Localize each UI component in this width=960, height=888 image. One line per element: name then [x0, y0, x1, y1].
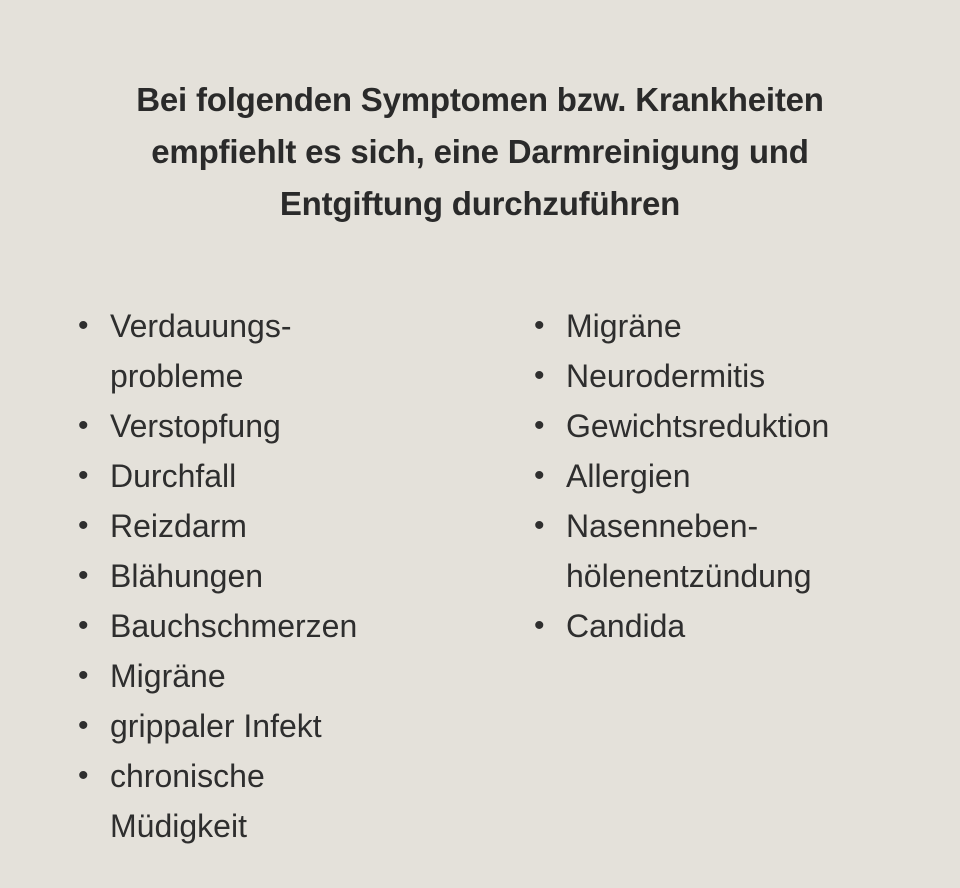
list-item-line: hölenentzündung — [566, 558, 812, 594]
list-item — [534, 401, 954, 451]
bullet-icon: • — [534, 509, 545, 542]
list-item — [78, 651, 498, 701]
list-item-line: chronische — [110, 758, 265, 794]
list-item — [78, 451, 498, 501]
list-item-line: Reizdarm — [110, 508, 247, 544]
list-item — [534, 501, 954, 601]
list-item — [78, 751, 498, 851]
list-item-line: Migräne — [110, 658, 226, 694]
list-item — [534, 601, 954, 651]
list-item-line: Neurodermitis — [566, 358, 766, 394]
title-line-1: Bei folgenden Symptomen bzw. Krankheiten — [136, 81, 824, 119]
symptom-list-right — [534, 301, 954, 651]
list-item-label — [110, 401, 281, 451]
list-item-label — [566, 601, 685, 651]
list-item-line: Verstopfung — [110, 408, 281, 444]
list-item-label — [110, 451, 236, 501]
list-item — [78, 551, 498, 601]
list-item — [78, 601, 498, 651]
bullet-icon: • — [534, 359, 545, 392]
list-item-line: Müdigkeit — [110, 808, 247, 844]
list-item-label — [110, 551, 263, 601]
list-item-label — [566, 301, 682, 351]
bullet-icon: • — [78, 759, 89, 792]
page-title — [0, 74, 960, 230]
bullet-icon: • — [78, 409, 89, 442]
symptom-list-left — [78, 301, 498, 851]
list-item-line: Nasenneben- — [566, 508, 759, 544]
list-item-label — [110, 701, 322, 751]
list-item-label — [566, 401, 829, 451]
bullet-icon: • — [78, 459, 89, 492]
title-line-2: empfiehlt es sich, eine Darmreinigung und — [151, 133, 809, 171]
list-item-line: probleme — [110, 358, 244, 394]
list-item — [534, 301, 954, 351]
list-item-line: Durchfall — [110, 458, 237, 494]
list-item — [534, 351, 954, 401]
bullet-icon: • — [78, 559, 89, 592]
bullet-icon: • — [534, 459, 545, 492]
list-item-line: Allergien — [566, 458, 691, 494]
bullet-icon: • — [78, 609, 89, 642]
list-item-label — [110, 301, 291, 401]
bullet-icon: • — [78, 509, 89, 542]
list-item-label — [110, 501, 247, 551]
bullet-icon: • — [78, 709, 89, 742]
list-item — [78, 401, 498, 451]
list-item-line: Verdauungs- — [110, 308, 292, 344]
list-item-line: grippaler Infekt — [110, 708, 322, 744]
title-line-3: Entgiftung durchzuführen — [279, 185, 681, 223]
list-item-label — [566, 501, 812, 601]
list-item-label — [566, 351, 765, 401]
bullet-icon: • — [534, 409, 545, 442]
list-item-line: Candida — [566, 608, 686, 644]
list-item — [78, 301, 498, 401]
list-item-line: Bauchschmerzen — [110, 608, 358, 644]
bullet-icon: • — [534, 309, 545, 342]
bullet-icon: • — [78, 309, 89, 342]
list-item-label — [110, 601, 357, 651]
list-item — [78, 701, 498, 751]
list-item-line: Migräne — [566, 308, 682, 344]
list-item-line: Blähungen — [110, 558, 264, 594]
bullet-icon: • — [534, 609, 545, 642]
list-item-label — [110, 651, 226, 701]
list-item-label — [566, 451, 691, 501]
list-item-label — [110, 751, 265, 851]
list-item-line: Gewichtsreduktion — [566, 408, 830, 444]
list-item — [534, 451, 954, 501]
list-item — [78, 501, 498, 551]
bullet-icon: • — [78, 659, 89, 692]
